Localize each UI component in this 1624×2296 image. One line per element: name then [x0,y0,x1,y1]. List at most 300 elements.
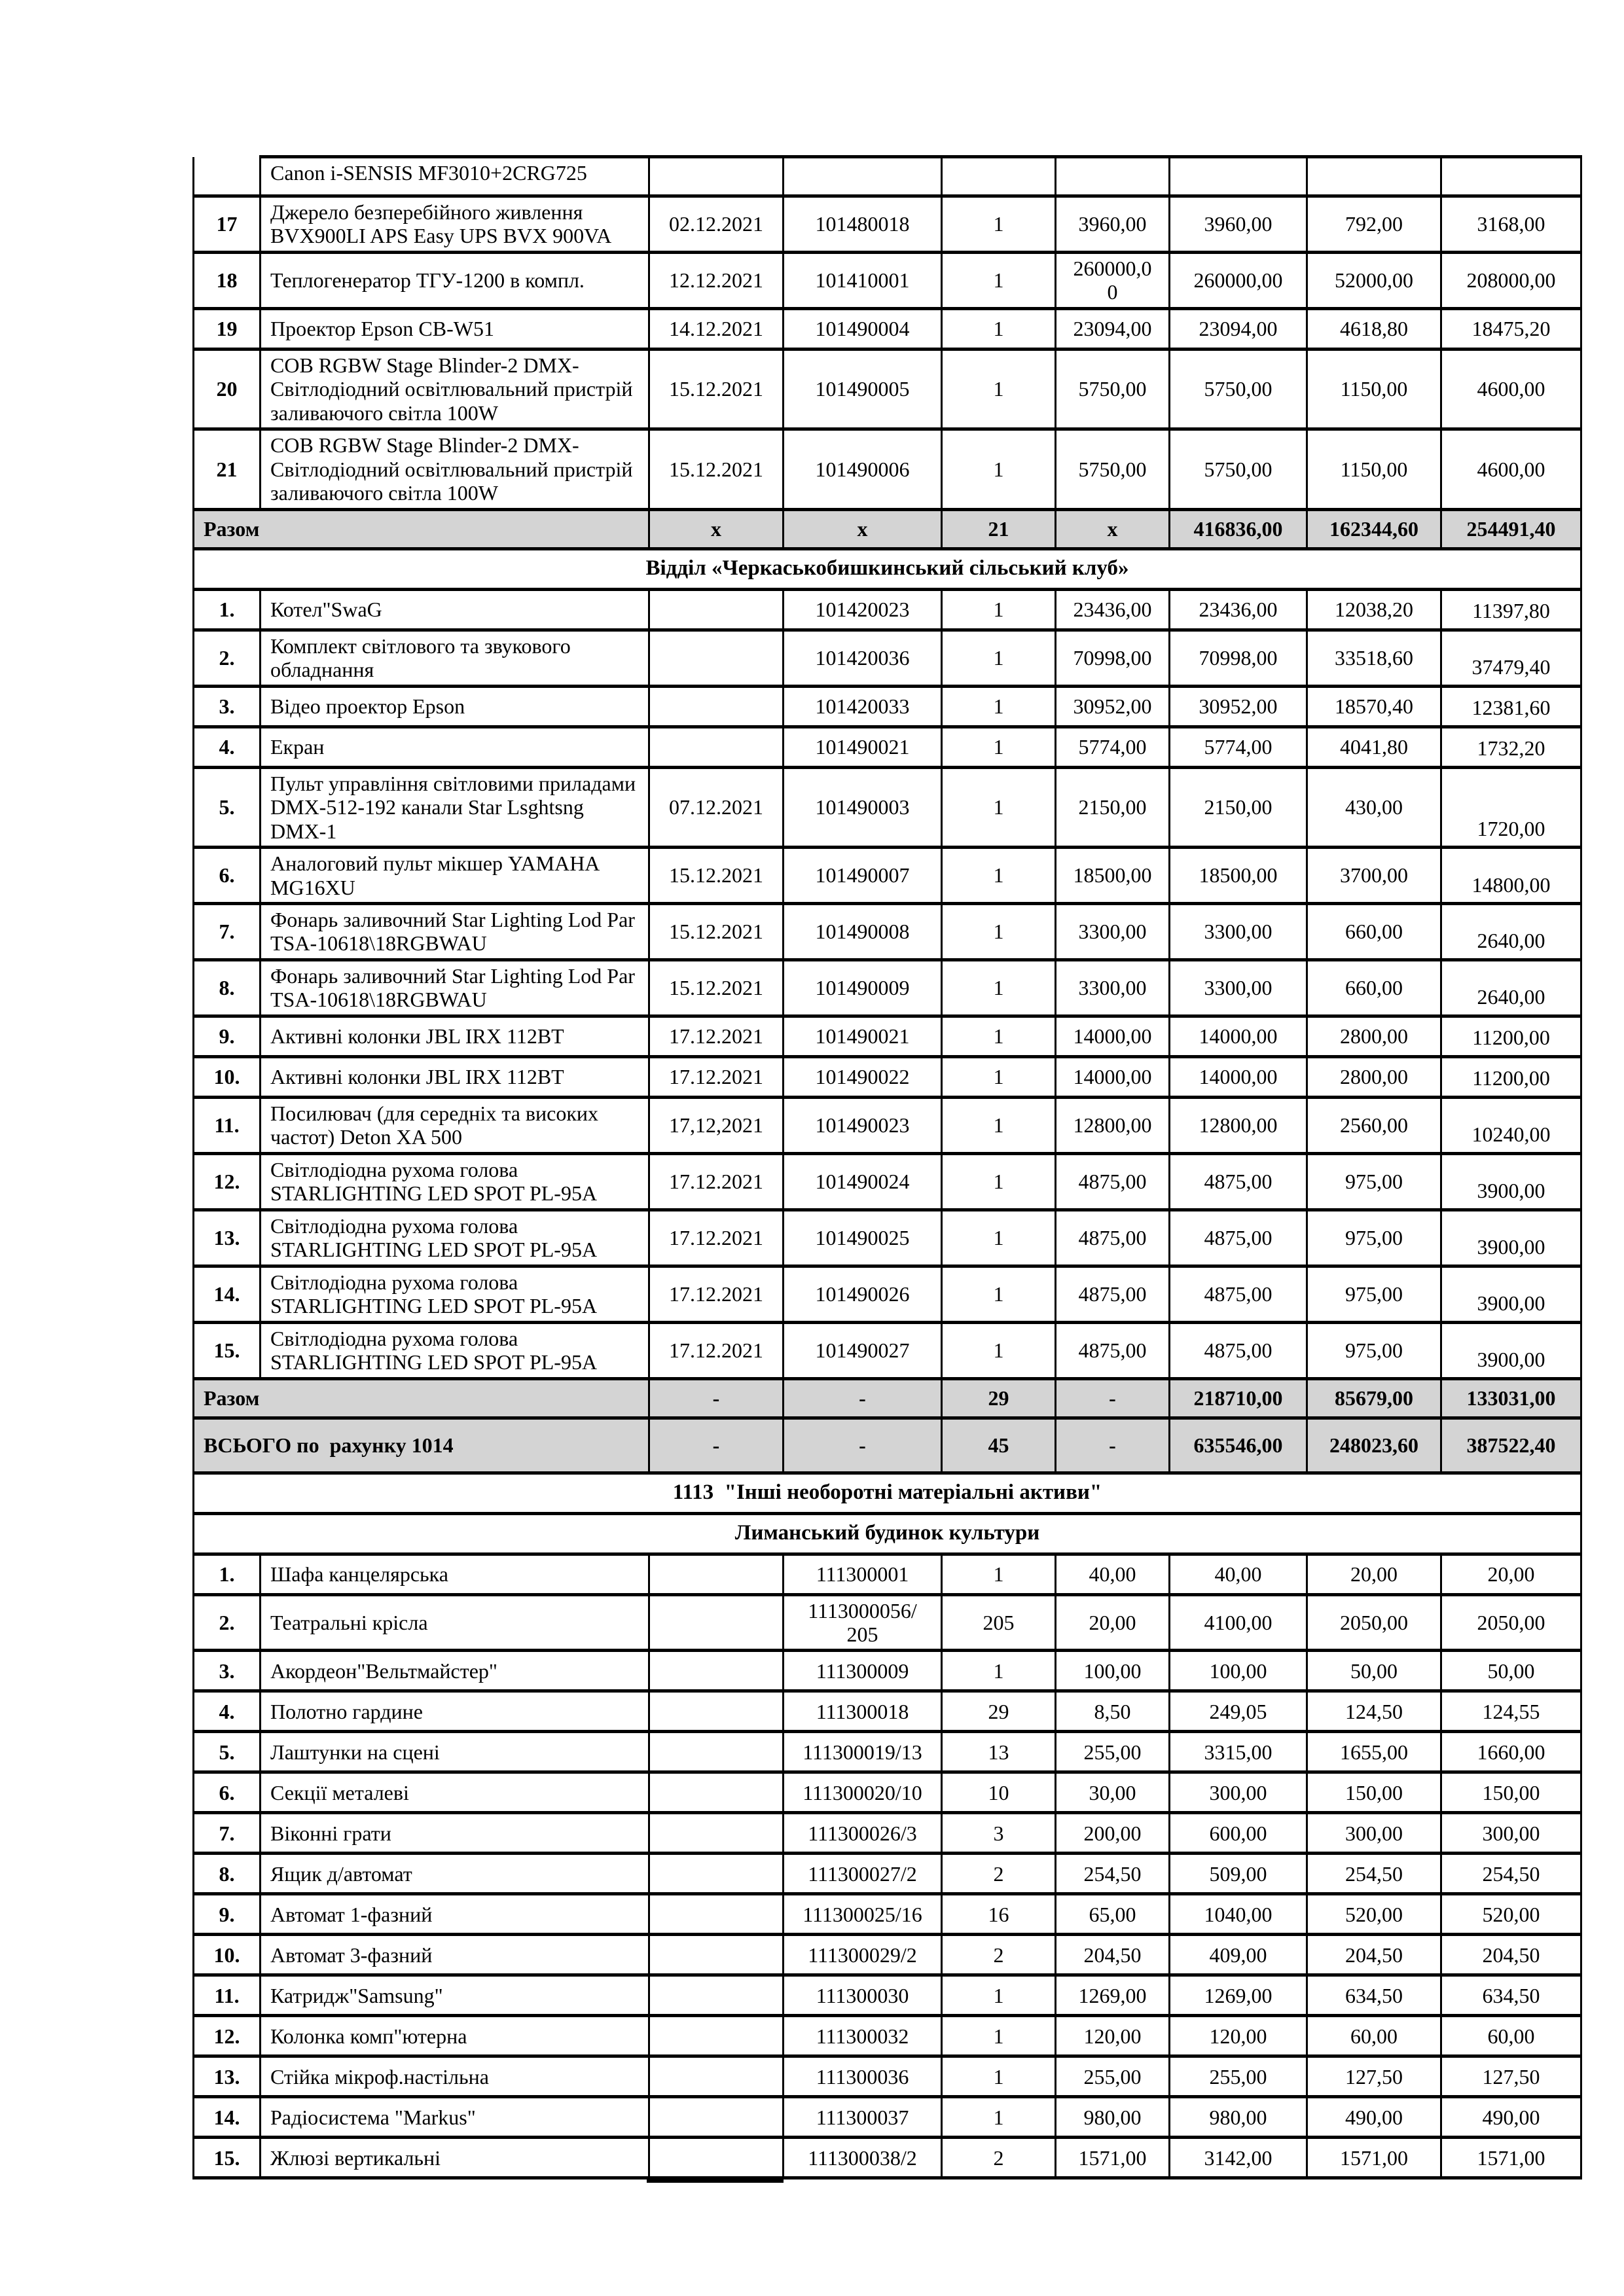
table-row [194,1651,1581,1691]
cell-price: 255,00 [1056,2056,1170,2097]
cell-wear: 127,50 [1307,2056,1441,2097]
cell-num: 7. [194,1813,261,1854]
cell-date [649,2097,784,2138]
cell-inventory: 111300009 [784,1651,942,1691]
cell-inventory-text: 1113000056/205 [808,1598,917,1646]
cell-qty: 1 [942,1210,1056,1266]
cell-date [649,2016,784,2056]
cell-price: - [1056,1378,1170,1418]
cell-num: 12. [194,1153,261,1210]
cell-residual: 124,55 [1441,1691,1581,1732]
cell-num: 20 [194,349,261,429]
cell-date: 17.12.2021 [649,1322,784,1378]
cell-num: 1. [194,1554,261,1594]
cell-num: 2. [194,630,261,686]
cell-date [649,2056,784,2097]
cell-residual: 1660,00 [1441,1732,1581,1772]
cell-inventory [784,1594,942,1651]
cell-sum: 300,00 [1170,1772,1307,1813]
cell-date [649,1691,784,1732]
cell-residual: 127,50 [1441,2056,1581,2097]
cell-qty: 2 [942,2138,1056,2178]
cell-name: Жлюзі вертикальні [261,2138,649,2178]
cell-price: 4875,00 [1056,1210,1170,1266]
cell-date: 15.12.2021 [649,903,784,960]
cell-sum: 100,00 [1170,1651,1307,1691]
cell-residual: 4600,00 [1441,429,1581,509]
cell-wear: 2050,00 [1307,1594,1441,1651]
cell-price: 65,00 [1056,1894,1170,1935]
cell-date: 15.12.2021 [649,429,784,509]
cell-wear: 204,50 [1307,1935,1441,1975]
cell-wear: 248023,60 [1307,1418,1441,1473]
cell-wear: 162344,60 [1307,509,1441,548]
cell-residual: 1571,00 [1441,2138,1581,2178]
page-break-border-artifact [647,2177,784,2183]
inventory-table [192,155,1582,2179]
cell-sum: 4100,00 [1170,1594,1307,1651]
cell-sum: 3142,00 [1170,2138,1307,2178]
cell-name: Полотно гардине [261,1691,649,1732]
cell-price: - [1056,1418,1170,1473]
cell-name: Катридж"Samsung" [261,1975,649,2016]
cell-qty: 1 [942,903,1056,960]
cell-residual: 60,00 [1441,2016,1581,2056]
cell-sum: 14000,00 [1170,1056,1307,1097]
cell-price: 14000,00 [1056,1016,1170,1056]
cell-name: Радіосистема "Markus" [261,2097,649,2138]
cell-name: Активні колонки JBL IRX 112BT [261,1016,649,1056]
table-row [194,1322,1581,1378]
cell-residual: 18475,20 [1441,308,1581,349]
cell-name: Аналоговий пульт мікшер YAMAHA MG16XU [261,848,649,904]
cell-price: 8,50 [1056,1691,1170,1732]
cell-num: 10. [194,1056,261,1097]
cell-name: Пульт управління світловими приладами DMX-512-192 канали Star Lsghtsng DMX-1 [261,767,649,847]
cell-wear: 2560,00 [1307,1097,1441,1153]
cell-num: 6. [194,848,261,904]
cell-residual: 300,00 [1441,1813,1581,1854]
cell-residual: 254491,40 [1441,509,1581,548]
cell-inventory: - [784,1418,942,1473]
cell-sum: 40,00 [1170,1554,1307,1594]
table-row [194,1813,1581,1854]
table-row [194,1266,1581,1322]
cell-residual: 387522,40 [1441,1418,1581,1473]
cell-wear: 1571,00 [1307,2138,1441,2178]
cell-inventory: 101490008 [784,903,942,960]
cell-price: 120,00 [1056,2016,1170,2056]
cell-residual: 254,50 [1441,1854,1581,1894]
table-row [194,1097,1581,1153]
cell-name: Автомат 1-фазний [261,1894,649,1935]
cell-price: 4875,00 [1056,1266,1170,1322]
cell-date: 14.12.2021 [649,308,784,349]
cell-wear: 4618,80 [1307,308,1441,349]
cell-num: 6. [194,1772,261,1813]
cell-num: 15. [194,2138,261,2178]
cell-date: 17.12.2021 [649,1210,784,1266]
cell-sum: 5774,00 [1170,726,1307,767]
section-header-row [194,1473,1581,1513]
table-row [194,1732,1581,1772]
cell-price: 4875,00 [1056,1153,1170,1210]
cell-date: 17.12.2021 [649,1153,784,1210]
table-row [194,1153,1581,1210]
cell-qty: 45 [942,1418,1056,1473]
table-row [194,848,1581,904]
cell-name: Теплогенератор ТГУ-1200 в компл. [261,252,649,308]
cell-price-text: 260000,00 [1073,256,1152,304]
cell-wear: 975,00 [1307,1153,1441,1210]
cell-date: 17,12,2021 [649,1097,784,1153]
table-row [194,1975,1581,2016]
cell-residual: 3900,00 [1441,1266,1581,1322]
cell-sum: 416836,00 [1170,509,1307,548]
cell-residual: 133031,00 [1441,1378,1581,1418]
total-row [194,1418,1581,1473]
cell-num: 15. [194,1322,261,1378]
cell-qty: 1 [942,1322,1056,1378]
total-label: Разом [194,509,649,548]
cell-name: Секції металеві [261,1772,649,1813]
cell-wear: 12038,20 [1307,589,1441,630]
total-row [194,509,1581,548]
cell-wear: 4041,80 [1307,726,1441,767]
cell-price: 5750,00 [1056,349,1170,429]
table-row [194,308,1581,349]
cell-sum: 5750,00 [1170,429,1307,509]
cell-residual: 2640,00 [1441,903,1581,960]
cell-qty: 1 [942,1056,1056,1097]
cell-sum: 4875,00 [1170,1153,1307,1210]
cell-qty: 1 [942,1266,1056,1322]
section-title: Відділ «Черкаськобишкинський сільський клуб» [194,548,1581,589]
table-row [194,686,1581,726]
cell-wear: 124,50 [1307,1691,1441,1732]
cell-num: 8. [194,1854,261,1894]
cell-name: Фонарь заливочний Star Lighting Lod Par TSA-10618\18RGBWAU [261,960,649,1016]
cell-date [649,726,784,767]
cell-name: Віконні грати [261,1813,649,1854]
cell-residual: 14800,00 [1441,848,1581,904]
cell-wear: 254,50 [1307,1854,1441,1894]
cell-date [649,1554,784,1594]
inventory-table-body [194,157,1581,2178]
cell-name: Шафа канцелярська [261,1554,649,1594]
cell-qty: 1 [942,308,1056,349]
cell-num: 11. [194,1097,261,1153]
cell-num [194,157,261,196]
cell-name: Світлодіодна рухома голова STARLIGHTING LED SPOT PL-95A [261,1266,649,1322]
cell-date [649,1732,784,1772]
cell-inventory: 101420036 [784,630,942,686]
cell-num: 13. [194,2056,261,2097]
cell-inventory: 111300037 [784,2097,942,2138]
cell-date [649,589,784,630]
cell-sum: 12800,00 [1170,1097,1307,1153]
cell-num: 5. [194,1732,261,1772]
cell-date [649,1594,784,1651]
cell-date: 12.12.2021 [649,252,784,308]
table-row [194,1016,1581,1056]
cell-qty: 1 [942,630,1056,686]
cell-qty: 2 [942,1935,1056,1975]
cell-qty: 1 [942,349,1056,429]
cell-qty: 1 [942,848,1056,904]
cell-sum: 4875,00 [1170,1210,1307,1266]
cell-price: 204,50 [1056,1935,1170,1975]
cell-residual: 1720,00 [1441,767,1581,847]
cell-num: 8. [194,960,261,1016]
cell-num: 7. [194,903,261,960]
cell-qty: 2 [942,1854,1056,1894]
cell-price: x [1056,509,1170,548]
cell-residual: 634,50 [1441,1975,1581,2016]
section-header-row [194,548,1581,589]
cell-sum: 5750,00 [1170,349,1307,429]
cell-num: 3. [194,1651,261,1691]
cell-wear: 660,00 [1307,960,1441,1016]
total-label: Разом [194,1378,649,1418]
cell-inventory: 101490027 [784,1322,942,1378]
cell-price: 5750,00 [1056,429,1170,509]
cell-sum: 30952,00 [1170,686,1307,726]
cell-sum [1170,157,1307,196]
cell-inventory: 111300001 [784,1554,942,1594]
table-row [194,252,1581,308]
cell-sum: 3300,00 [1170,903,1307,960]
cell-name: Активні колонки JBL IRX 112BT [261,1056,649,1097]
cell-residual: 3900,00 [1441,1153,1581,1210]
cell-price: 30,00 [1056,1772,1170,1813]
cell-date: 15.12.2021 [649,349,784,429]
cell-price: 14000,00 [1056,1056,1170,1097]
cell-residual: 11200,00 [1441,1056,1581,1097]
cell-sum: 18500,00 [1170,848,1307,904]
cell-sum: 3960,00 [1170,196,1307,253]
cell-residual: 50,00 [1441,1651,1581,1691]
cell-inventory: 101490024 [784,1153,942,1210]
section-title: Лиманський будинок культури [194,1513,1581,1554]
cell-sum: 255,00 [1170,2056,1307,2097]
cell-wear: 20,00 [1307,1554,1441,1594]
cell-date: 07.12.2021 [649,767,784,847]
table-row [194,1854,1581,1894]
cell-price: 70998,00 [1056,630,1170,686]
cell-name: Джерело безперебійного живлення BVX900LI APS Easy UPS BVX 900VA [261,196,649,253]
cell-wear: 975,00 [1307,1322,1441,1378]
cell-name: Canon i-SENSIS MF3010+2CRG725 [261,157,649,196]
cell-wear: 18570,40 [1307,686,1441,726]
cell-name: Проектор Epson CB-W51 [261,308,649,349]
cell-residual: 11200,00 [1441,1016,1581,1056]
cell-qty: 10 [942,1772,1056,1813]
cell-residual [1441,157,1581,196]
cell-num: 12. [194,2016,261,2056]
cell-sum: 14000,00 [1170,1016,1307,1056]
cell-num: 3. [194,686,261,726]
cell-num: 9. [194,1016,261,1056]
cell-inventory: 111300018 [784,1691,942,1732]
cell-qty: 1 [942,726,1056,767]
cell-sum: 4875,00 [1170,1322,1307,1378]
cell-num: 13. [194,1210,261,1266]
cell-inventory: - [784,1378,942,1418]
table-row [194,1691,1581,1732]
cell-date: x [649,509,784,548]
cell-inventory: 111300038/2 [784,2138,942,2178]
cell-date [649,1894,784,1935]
table-row [194,1056,1581,1097]
cell-date: 17.12.2021 [649,1266,784,1322]
cell-sum: 249,05 [1170,1691,1307,1732]
cell-inventory: 111300032 [784,2016,942,2056]
cell-residual: 1732,20 [1441,726,1581,767]
cell-date [649,686,784,726]
cell-name: Театральні крісла [261,1594,649,1651]
cell-price: 20,00 [1056,1594,1170,1651]
cell-wear: 2800,00 [1307,1016,1441,1056]
cell-sum: 218710,00 [1170,1378,1307,1418]
cell-qty: 16 [942,1894,1056,1935]
cell-name: Фонарь заливочний Star Lighting Lod Par TSA-10618\18RGBWAU [261,903,649,960]
cell-price: 255,00 [1056,1732,1170,1772]
cell-inventory: 101490021 [784,726,942,767]
cell-inventory: 101490006 [784,429,942,509]
cell-name: Посилювач (для середніх та високих частот) Deton XA 500 [261,1097,649,1153]
cell-name: Котел"SwaG [261,589,649,630]
cell-price: 23094,00 [1056,308,1170,349]
cell-wear: 520,00 [1307,1894,1441,1935]
cell-inventory: 101490007 [784,848,942,904]
cell-num: 21 [194,429,261,509]
cell-inventory: 101420033 [784,686,942,726]
cell-wear: 430,00 [1307,767,1441,847]
cell-wear: 33518,60 [1307,630,1441,686]
cell-name: Лаштунки на сцені [261,1732,649,1772]
cell-wear: 1150,00 [1307,349,1441,429]
cell-residual: 20,00 [1441,1554,1581,1594]
cell-inventory [784,157,942,196]
cell-qty: 1 [942,2097,1056,2138]
cell-sum: 23436,00 [1170,589,1307,630]
cell-num: 17 [194,196,261,253]
cell-residual: 2050,00 [1441,1594,1581,1651]
cell-inventory: x [784,509,942,548]
cell-qty: 1 [942,960,1056,1016]
cell-num: 4. [194,726,261,767]
cell-qty: 1 [942,252,1056,308]
cell-wear: 85679,00 [1307,1378,1441,1418]
cell-inventory: 111300029/2 [784,1935,942,1975]
cell-wear: 660,00 [1307,903,1441,960]
cell-date: 17.12.2021 [649,1056,784,1097]
cell-inventory: 111300025/16 [784,1894,942,1935]
table-row [194,349,1581,429]
cell-qty: 1 [942,1097,1056,1153]
cell-date [649,1935,784,1975]
cell-residual: 150,00 [1441,1772,1581,1813]
total-row [194,1378,1581,1418]
cell-inventory: 111300027/2 [784,1854,942,1894]
cell-name: Світлодіодна рухома голова STARLIGHTING LED SPOT PL-95A [261,1153,649,1210]
cell-residual: 204,50 [1441,1935,1581,1975]
cell-residual: 37479,40 [1441,630,1581,686]
cell-price: 2150,00 [1056,767,1170,847]
cell-name: Автомат 3-фазний [261,1935,649,1975]
table-row [194,1210,1581,1266]
cell-price: 200,00 [1056,1813,1170,1854]
cell-sum: 509,00 [1170,1854,1307,1894]
cell-wear: 2800,00 [1307,1056,1441,1097]
cell-price: 3300,00 [1056,903,1170,960]
cell-sum: 120,00 [1170,2016,1307,2056]
cell-date: 15.12.2021 [649,960,784,1016]
cell-inventory: 101490025 [784,1210,942,1266]
cell-wear: 1655,00 [1307,1732,1441,1772]
cell-wear: 975,00 [1307,1210,1441,1266]
cell-name: Колонка комп"ютерна [261,2016,649,2056]
cell-sum: 70998,00 [1170,630,1307,686]
cell-residual: 4600,00 [1441,349,1581,429]
cell-price: 100,00 [1056,1651,1170,1691]
cell-qty: 1 [942,196,1056,253]
cell-inventory: 101490004 [784,308,942,349]
cell-num: 19 [194,308,261,349]
cell-inventory: 101490026 [784,1266,942,1322]
table-row [194,1935,1581,1975]
cell-qty: 29 [942,1378,1056,1418]
cell-qty: 1 [942,767,1056,847]
cell-sum: 23094,00 [1170,308,1307,349]
cell-price [1056,252,1170,308]
cell-price: 18500,00 [1056,848,1170,904]
cell-residual: 3900,00 [1441,1322,1581,1378]
table-row [194,196,1581,253]
cell-inventory: 111300030 [784,1975,942,2016]
cell-wear: 52000,00 [1307,252,1441,308]
cell-residual: 3900,00 [1441,1210,1581,1266]
cell-price: 1269,00 [1056,1975,1170,2016]
cell-qty [942,157,1056,196]
cell-inventory: 101420023 [784,589,942,630]
cell-price: 40,00 [1056,1554,1170,1594]
cell-wear: 490,00 [1307,2097,1441,2138]
cell-price: 980,00 [1056,2097,1170,2138]
total-label: ВСЬОГО по рахунку 1014 [194,1418,649,1473]
cell-inventory: 101490009 [784,960,942,1016]
cell-date [649,630,784,686]
cell-date [649,1772,784,1813]
cell-sum: 980,00 [1170,2097,1307,2138]
cell-num: 14. [194,2097,261,2138]
table-row [194,960,1581,1016]
cell-wear [1307,157,1441,196]
cell-qty: 1 [942,1975,1056,2016]
cell-sum: 260000,00 [1170,252,1307,308]
cell-price: 4875,00 [1056,1322,1170,1378]
cell-num: 4. [194,1691,261,1732]
cell-price: 5774,00 [1056,726,1170,767]
cell-num: 11. [194,1975,261,2016]
cell-qty: 1 [942,1153,1056,1210]
cell-name: COB RGBW Stage Blinder-2 DMX-Світлодіодний освітлювальний пристрій заливаючого світла 100W [261,349,649,429]
table-row [194,429,1581,509]
cell-qty: 1 [942,589,1056,630]
cell-inventory: 101490003 [784,767,942,847]
cell-num: 18 [194,252,261,308]
